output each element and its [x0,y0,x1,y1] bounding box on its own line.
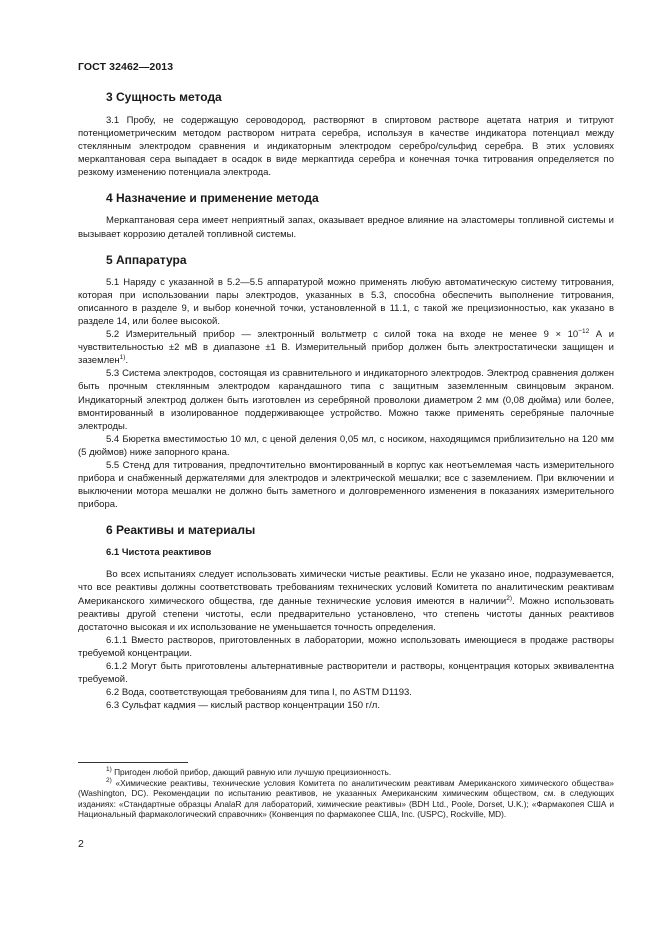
section-6-2-paragraph: 6.2 Вода, соответствующая требованиям для типа I, по ASTM D1193. [106,687,412,699]
section-5-2-exponent: −12 [578,327,590,335]
section-5-2-text-c: . [125,355,129,367]
section-5-1-paragraph: 5.1 Наряду с указанной в 5.2—5.5 аппаратурой можно применять любую автоматическую систему титрования, которая при использовании пары электродов, указанных в 5.3, способна обеспечить выполнение титрования, описанного в разделе 9, и выбор конечной точки, установленной в 11.1, с такой же прецизионностью, как указано в разделе 14, или более высокой. [78,276,614,327]
section-3-1-paragraph: 3.1 Пробу, не содержащую сероводород, растворяют в спиртовом растворе ацетата натрия и титруют потенциометрическим методом раствором нитрата серебра, используя в качестве индикатора потенциал между стеклянным электродом сравнения и индикаторным электродом серебро/сульфид серебра. В этих условиях меркаптановая сера выпадает в осадок в виде меркаптида серебра и конечная точка титрования определяется по резкому изменению потенциала электрода. [78,115,614,179]
section-4-paragraph: Меркаптановая сера имеет неприятный запах, оказывает вредное влияние на эластомеры топливной системы и вызывает коррозию деталей топливной системы. [78,215,614,240]
section-6-1-1-paragraph: 6.1.1 Вместо растворов, приготовленных в лаборатории, можно использовать имеющиеся в продаже растворы требуемой концентрации. [78,634,614,659]
section-6-1-text-b: . Можно использовать реактивы другой степени чистоты, если предварительно установлено, что степень чистоты данных реактивов достаточно высокая и их использование не уменьшается точность определения. [78,595,614,633]
section-5-3-paragraph: 5.3 Система электродов, состоящая из сравнительного и индикаторного электродов. Электрод сравнения должен быть прочным стеклянным электродом карандашного типа с защитным заземленным свинцовым экраном. Индикаторный электрод должен быть изготовлен из серебряной проволоки диаметром 2 мм (0,08 дюйма) или более, вмонтированный в изолированное поддерживающее устройство. Можно также применять серебряные палочные электроды. [78,368,614,432]
footnote-2-mark: 2) [106,776,112,784]
section-5-2-text-a: 5.2 Измерительный прибор — электронный вольтметр с силой тока на входе не менее 9 × 10 [106,329,579,341]
footnotes-block [78,762,614,820]
section-6-1-text-a: Во всех испытаниях следует использовать химически чистые реактивы. Если не указано иное, подразумевается, что все реактивы должны соответствовать требованиям технических условий Комитета по аналитическим реактивам Американского химического общества, где данные технические условия имеются в наличии [78,569,614,607]
footnote-2 [78,778,614,820]
footnote-1-mark: 1) [106,766,112,774]
section-5-5-paragraph: 5.5 Стенд для титрования, предпочтительно вмонтированный в корпус как неотъемлемая часть измерительного прибора и снабженный держателями для электродов и электрической мешалки; все с заземлением. При включении и выключении мотора мешалки не должно быть заметного и долговременного изменения в показаниях измерительного прибора. [78,459,614,511]
footnote-2-text: «Химические реактивы, технические условия Комитета по аналитическим реактивам Американского химического общества» (Washington, DC). Рекомендации по испытанию реактивов, не указанных Американским химическим обществом, см. в следующих изданиях: «Стандартные образцы AnalaR для лабораторий, химические реактивы» (BDH Ltd., Poole, Dorset, U.K.); «Фармакопея США и Национальный фармакологический справочник» (Конвенция по фармакопее США, Inc. (USPC), Rockville, MD). [78,777,614,820]
section-6-1-subheading: 6.1 Чистота реактивов [106,547,212,559]
footnote-divider [78,762,188,763]
footnote-ref-1: 1) [119,354,126,362]
section-6-heading: 6 Реактивы и материалы [106,523,256,538]
page-header-standard-code: ГОСТ 32462—2013 [78,61,174,73]
section-5-2-text-b: А и чувствительностью ±2 мВ в диапазоне ±1 В. Измерительный прибор должен быть электростатически защищен и заземлен [78,329,615,367]
footnote-1-text: Пригоден любой прибор, дающий равную или лучшую прецизионность. [111,767,392,777]
section-5-4-paragraph: 5.4 Бюретка вместимостью 10 мл, с ценой деления 0,05 мл, с носиком, находящимся приблизительно на 120 мм (5 дюймов) ниже запорного крана. [78,433,614,458]
section-5-2-paragraph [78,328,614,367]
footnote-1 [78,767,614,778]
section-6-1-2-paragraph: 6.1.2 Могут быть приготовлены альтернативные растворители и растворы, концентрация которых эквивалентна требуемой. [78,661,614,686]
main-content [78,90,614,712]
section-5-heading: 5 Аппаратура [106,252,187,267]
section-4-heading: 4 Назначение и применение метода [106,191,319,206]
section-6-3-paragraph: 6.3 Сульфат кадмия — кислый раствор концентрации 150 г/л. [106,700,380,712]
page-number: 2 [78,838,84,850]
section-3-heading: 3 Сущность метода [106,90,222,104]
section-6-1-paragraph [78,568,614,633]
footnote-ref-2: 2) [506,594,512,602]
